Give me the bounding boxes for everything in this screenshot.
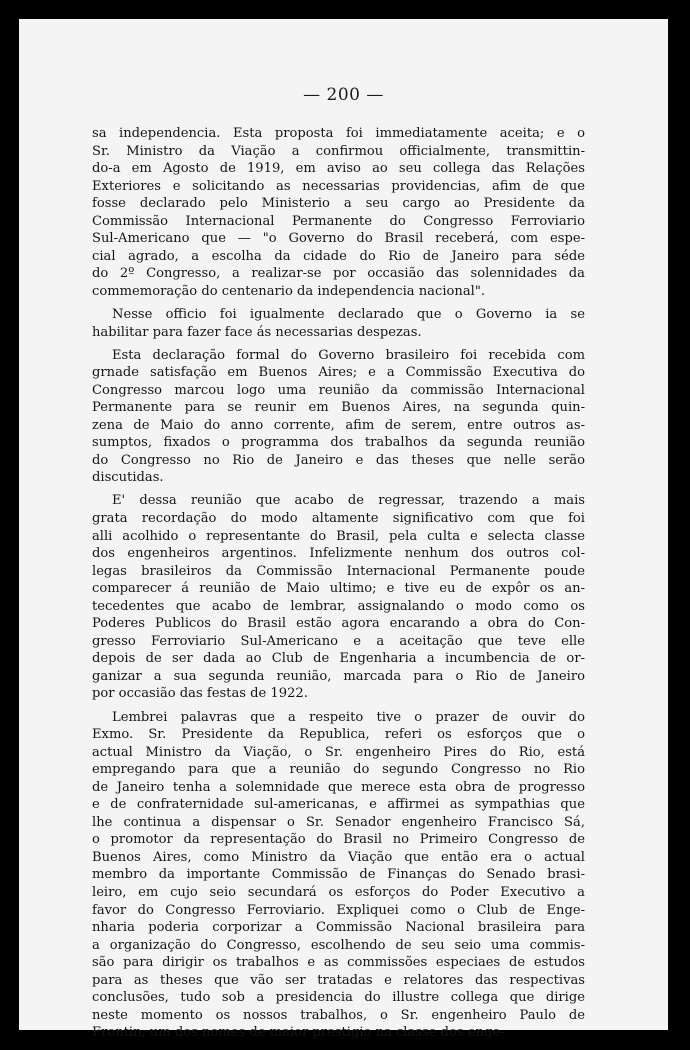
text-line: membro da importante Commissão de Finanças do Senado brasi- (92, 867, 585, 883)
text-line: Permanente para se reunir em Buenos Aires, na segunda quin- (92, 400, 585, 416)
text-line: a organização do Congresso, escolhendo de seu seio uma commis- (92, 937, 585, 953)
text-line: dos engenheiros argentinos. Infelizmente nenhum dos outros col- (92, 546, 585, 562)
paragraph (92, 306, 585, 341)
text-line: de Janeiro tenha a solemnidade que merece esta obra de progresso (92, 779, 585, 795)
paragraph (92, 492, 585, 703)
text-line: e de confraternidade sul-americanas, e affirmei as sympathias que (92, 797, 585, 813)
text-line: Sr. Ministro da Viação a confirmou officialmente, transmittin- (92, 143, 585, 159)
text-line: Buenos Aires, como Ministro da Viação que então era o actual (92, 849, 585, 865)
book-page (19, 19, 668, 1041)
text-line: grnade satisfação em Buenos Aires; e a Commissão Executiva do (92, 365, 585, 381)
text-line: Nesse officio foi igualmente declarado que o Governo ia se (112, 306, 585, 322)
text-line: grata recordação do modo altamente significativo com que foi (92, 510, 585, 526)
text-line: habilitar para fazer face ás necessarias despezas. (92, 324, 422, 340)
text-line: neste momento os nossos trabalhos, o Sr. engenheiro Paulo de (92, 1007, 585, 1023)
text-line: favor do Congresso Ferroviario. Expliquei como o Club de Enge- (92, 902, 585, 918)
text-line: Esta declaração formal do Governo brasileiro foi recebida com (112, 347, 585, 363)
paragraph (92, 125, 585, 300)
text-line: cial agrado, a escolha da cidade do Rio de Janeiro para séde (92, 248, 585, 264)
text-line: discutidas. (92, 470, 164, 486)
text-line: lhe continua a dispensar o Sr. Senador engenheiro Francisco Sá, (92, 814, 585, 830)
text-line: são para dirigir os trabalhos e as commissões especiaes de estudos (92, 955, 585, 971)
text-line: Lembrei palavras que a respeito tive o prazer de ouvir do (112, 709, 585, 725)
text-line: Congresso marcou logo uma reunião da commissão Internacional (92, 382, 585, 398)
text-line: o promotor da representação do Brasil no Primeiro Congresso de (92, 832, 585, 848)
paragraph (92, 347, 585, 487)
text-line: commemoração do centenario da independencia nacional". (92, 283, 486, 299)
paragraph (92, 709, 585, 1042)
text-line: por occasião das festas de 1922. (92, 686, 308, 702)
text-line: actual Ministro da Viação, o Sr. engenheiro Pires do Rio, está (92, 744, 585, 760)
text-line: sumptos, fixados o programma dos trabalhos da segunda reunião (92, 435, 585, 451)
text-line: nharia poderia corporizar a Commissão Nacional brasileira para (92, 920, 585, 936)
text-line: ganizar a sua segunda reunião, marcada para o Rio de Janeiro (92, 668, 585, 684)
text-line: zena de Maio do anno corrente, afim de serem, entre outros as- (92, 417, 585, 433)
text-line: E' dessa reunião que acabo de regressar, trazendo a mais (112, 493, 585, 509)
text-line: empregando para que a reunião do segundo Congresso no Rio (92, 762, 585, 778)
page-number: — 200 — (303, 85, 384, 105)
text-line: comparecer á reunião de Maio ultimo; e tive eu de expôr os an- (92, 581, 585, 597)
body-text (92, 125, 585, 1042)
text-line: conclusões, tudo sob a presidencia do illustre collega que dirige (92, 990, 585, 1006)
text-line: depois de ser dada ao Club de Engenharia a incumbencia de or- (92, 651, 585, 667)
text-line: para as theses que vão ser tratadas e relatores das respectivas (92, 972, 585, 988)
text-line: do 2º Congresso, a realizar-se por occasião das solennidades da (92, 266, 585, 282)
text-line: do Congresso no Rio de Janeiro e das theses que nelle serão (92, 452, 585, 468)
text-line: Exmo. Sr. Presidente da Republica, referi os esforços que o (92, 727, 585, 743)
text-line: Poderes Publicos do Brasil estão agora encarando a obra do Con- (92, 616, 585, 632)
text-line: alli acolhido o representante do Brasil, pela culta e selecta classe (92, 528, 585, 544)
text-line: legas brasileiros da Commissão Internacional Permanente poude (92, 563, 585, 579)
text-line: Exteriores e solicitando as necessarias providencias, afim de que (92, 178, 585, 194)
text-line: Frontin, um dos nomes de maior prestigio na classe dos enge- (92, 1025, 505, 1041)
text-line: tecedentes que acabo de lembrar, assignalando o modo como os (92, 598, 585, 614)
text-line: Sul-Americano que — "o Governo do Brasil receberá, com espe- (92, 231, 585, 247)
text-line: leiro, em cujo seio secundará os esforços do Poder Executivo a (92, 884, 585, 900)
text-line: sa independencia. Esta proposta foi immediatamente aceita; e o (92, 126, 585, 141)
text-line: do-a em Agosto de 1919, em aviso ao seu collega das Relações (92, 161, 585, 177)
text-line: Commissão Internacional Permanente do Congresso Ferroviario (92, 213, 585, 229)
text-line: fosse declarado pelo Ministerio a seu cargo ao Presidente da (92, 196, 585, 212)
text-line: gresso Ferroviario Sul-Americano e a aceitação que teve elle (92, 633, 585, 649)
